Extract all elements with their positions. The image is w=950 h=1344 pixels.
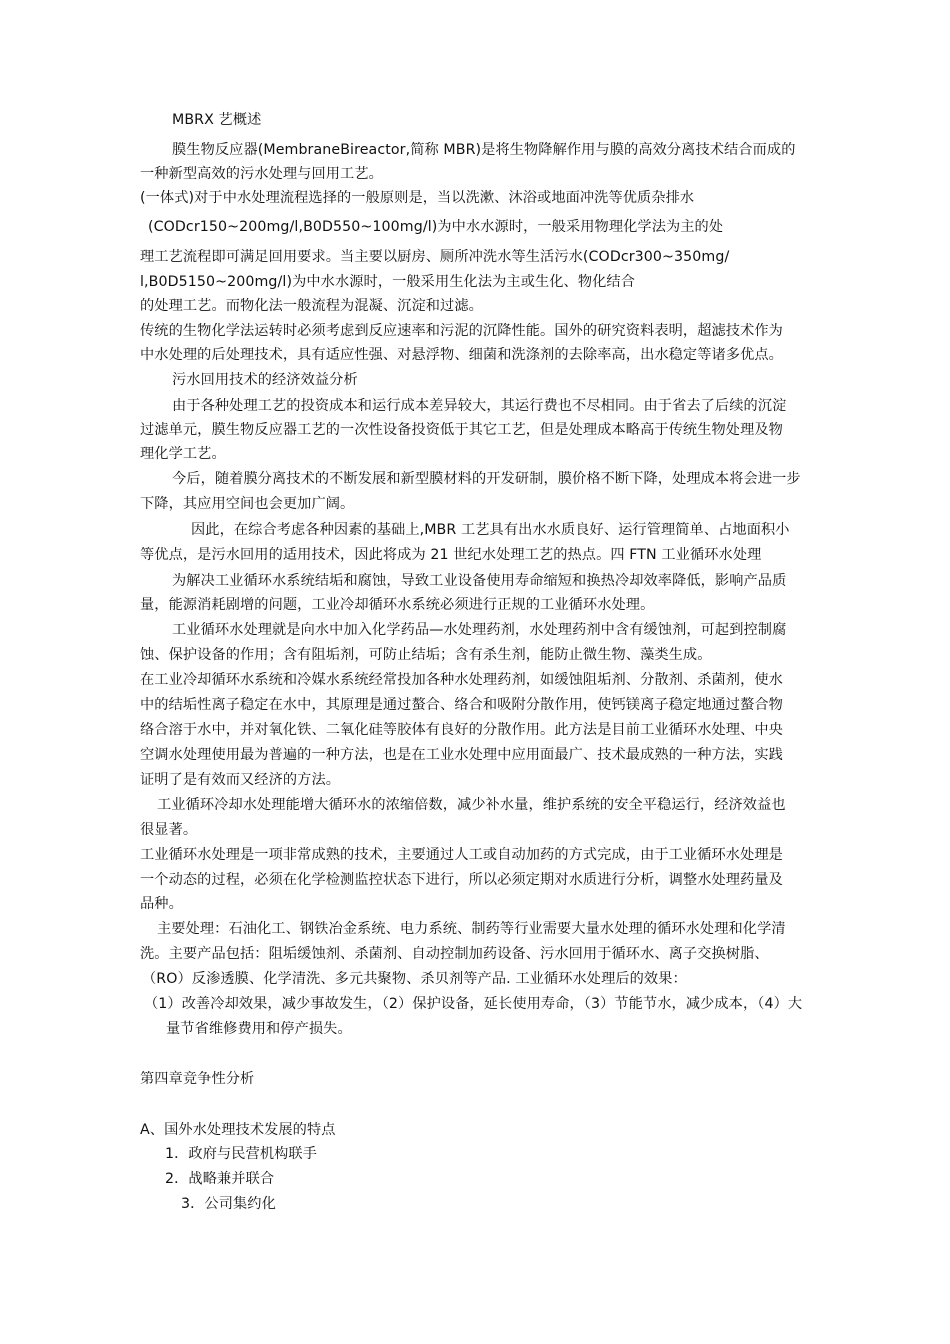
paragraph-line: 主要处理：石油化工、钢铁冶金系统、电力系统、制药等行业需要大量水处理的循环水处理和化学清 [157,921,786,937]
paragraph-line: 工业循环冷却水处理能增大循环水的浓缩倍数，减少补水量，维护系统的安全平稳运行，经济效益也 [157,797,786,813]
paragraph-line: 膜生物反应器(MembraneBireactor,简称 MBR)是将生物降解作用与膜的高效分离技术结合而成的 [172,142,796,158]
paragraph-line: 量，能源消耗剧增的问题，工业冷却循环水系统必须进行正规的工业循环水处理。 [140,597,655,613]
paragraph-line: 理工艺流程即可满足回用要求。当主要以厨房、厕所冲洗水等生活污水(CODcr300~350mg/ [140,249,730,265]
paragraph-line: 在工业冷却循环水系统和冷媒水系统经常投加各种水处理药剂，如缓蚀阻垢剂、分散剂、杀菌剂，使水 [140,672,783,688]
paragraph-line: 工业循环水处理就是向水中加入化学药品—水处理药剂，水处理药剂中含有缓蚀剂，可起到控制腐 [172,622,787,638]
paragraph-line: 传统的生物化学法运转时必须考虑到反应速率和污泥的沉降性能。国外的研究资料表明，超滤技术作为 [140,323,783,339]
paragraph-line: 很显著。 [140,822,198,838]
list-item: 1．政府与民营机构联手 [165,1146,318,1162]
paragraph-line: 空调水处理使用最为普遍的一种方法，也是在工业水处理中应用面最广、技术最成熟的一种方法，实践 [140,747,783,763]
effects-list-line: （1）改善冷却效果，减少事故发生，（2）保护设备，延长使用寿命，（3）节能节水，减少成本，（4）大 [144,996,803,1012]
paragraph-line: (CODcr150~200mg/l,B0D550~100mg/l)为中水水源时，一般采用物理化学法为主的处 [148,219,724,235]
paragraph-line: 中水处理的后处理技术，具有适应性强、对悬浮物、细菌和洗涤剂的去除率高，出水稳定等诸多优点。 [140,347,783,363]
paragraph-line: （RO）反渗透膜、化学清洗、多元共聚物、杀贝剂等产品. 工业循环水处理后的效果： [142,971,687,987]
paragraph-line: 洗。主要产品包括：阻垢缓蚀剂、杀菌剂、自动控制加药设备、污水回用于循环水、离子交换树脂、 [140,946,769,962]
paragraph-line: l,B0D5150~200mg/l)为中水水源时，一般采用生化法为主或生化、物化结合 [140,274,635,290]
section-heading-mbr: MBRX 艺概述 [172,112,262,128]
paragraph-line: (一体式)对于中水处理流程选择的一般原则是，当以洗漱、沐浴或地面冲洗等优质杂排水 [140,190,695,206]
paragraph-line: 工业循环水处理是一项非常成熟的技术，主要通过人工或自动加药的方式完成，由于工业循环水处理是 [140,847,783,863]
chapter-heading: 第四章竞争性分析 [140,1071,255,1087]
paragraph-line: 下降，其应用空间也会更加广阔。 [140,496,355,512]
paragraph-line: 络合溶于水中，并对氧化铁、二氧化硅等胶体有良好的分散作用。此方法是目前工业循环水处理、中央 [140,722,783,738]
paragraph-line: 证明了是有效而又经济的方法。 [140,772,341,788]
paragraph-line: 一个动态的过程，必须在化学检测监控状态下进行，所以必须定期对水质进行分析，调整水处理药量及 [140,872,783,888]
list-item: 2．战略兼并联合 [165,1171,275,1187]
paragraph-line: 由于各种处理工艺的投资成本和运行成本差异较大，其运行费也不尽相同。由于省去了后续的沉淀 [172,398,787,414]
paragraph-line: 过滤单元，膜生物反应器工艺的一次性设备投资低于其它工艺，但是处理成本略高于传统生物处理及物 [140,422,783,438]
paragraph-line: 蚀、保护设备的作用；含有阻垢剂，可防止结垢；含有杀生剂，能防止微生物、藻类生成。 [140,647,712,663]
paragraph-line: 的处理工艺。而物化法一般流程为混凝、沉淀和过滤。 [140,298,483,314]
paragraph-line: 因此，在综合考虑各种因素的基础上,MBR 工艺具有出水水质良好、运行管理简单、占地面积小 [191,522,790,538]
list-item: 3．公司集约化 [181,1196,276,1212]
section-heading-economics: 污水回用技术的经济效益分析 [172,372,358,388]
paragraph-line: 今后，随着膜分离技术的不断发展和新型膜材料的开发研制，膜价格不断下降，处理成本将会进一步 [172,471,801,487]
paragraph-line: 品种。 [140,896,183,912]
paragraph-line: 为解决工业循环水系统结垢和腐蚀，导致工业设备使用寿命缩短和换热冷却效率降低，影响产品质 [172,573,787,589]
subsection-heading: A、国外水处理技术发展的特点 [140,1122,336,1138]
paragraph-line: 中的结垢性离子稳定在水中，其原理是通过螯合、络合和吸附分散作用，使钙镁离子稳定地通过螯合物 [140,697,783,713]
paragraph-line: 等优点，是污水回用的适用技术，因此将成为 21 世纪水处理工艺的热点。四 FTN 工业循环水处理 [140,547,762,563]
paragraph-line: 一种新型高效的污水处理与回用工艺。 [140,166,383,182]
effects-list-line: 量节省维修费用和停产损失。 [166,1021,352,1037]
paragraph-line: 理化学工艺。 [140,446,226,462]
